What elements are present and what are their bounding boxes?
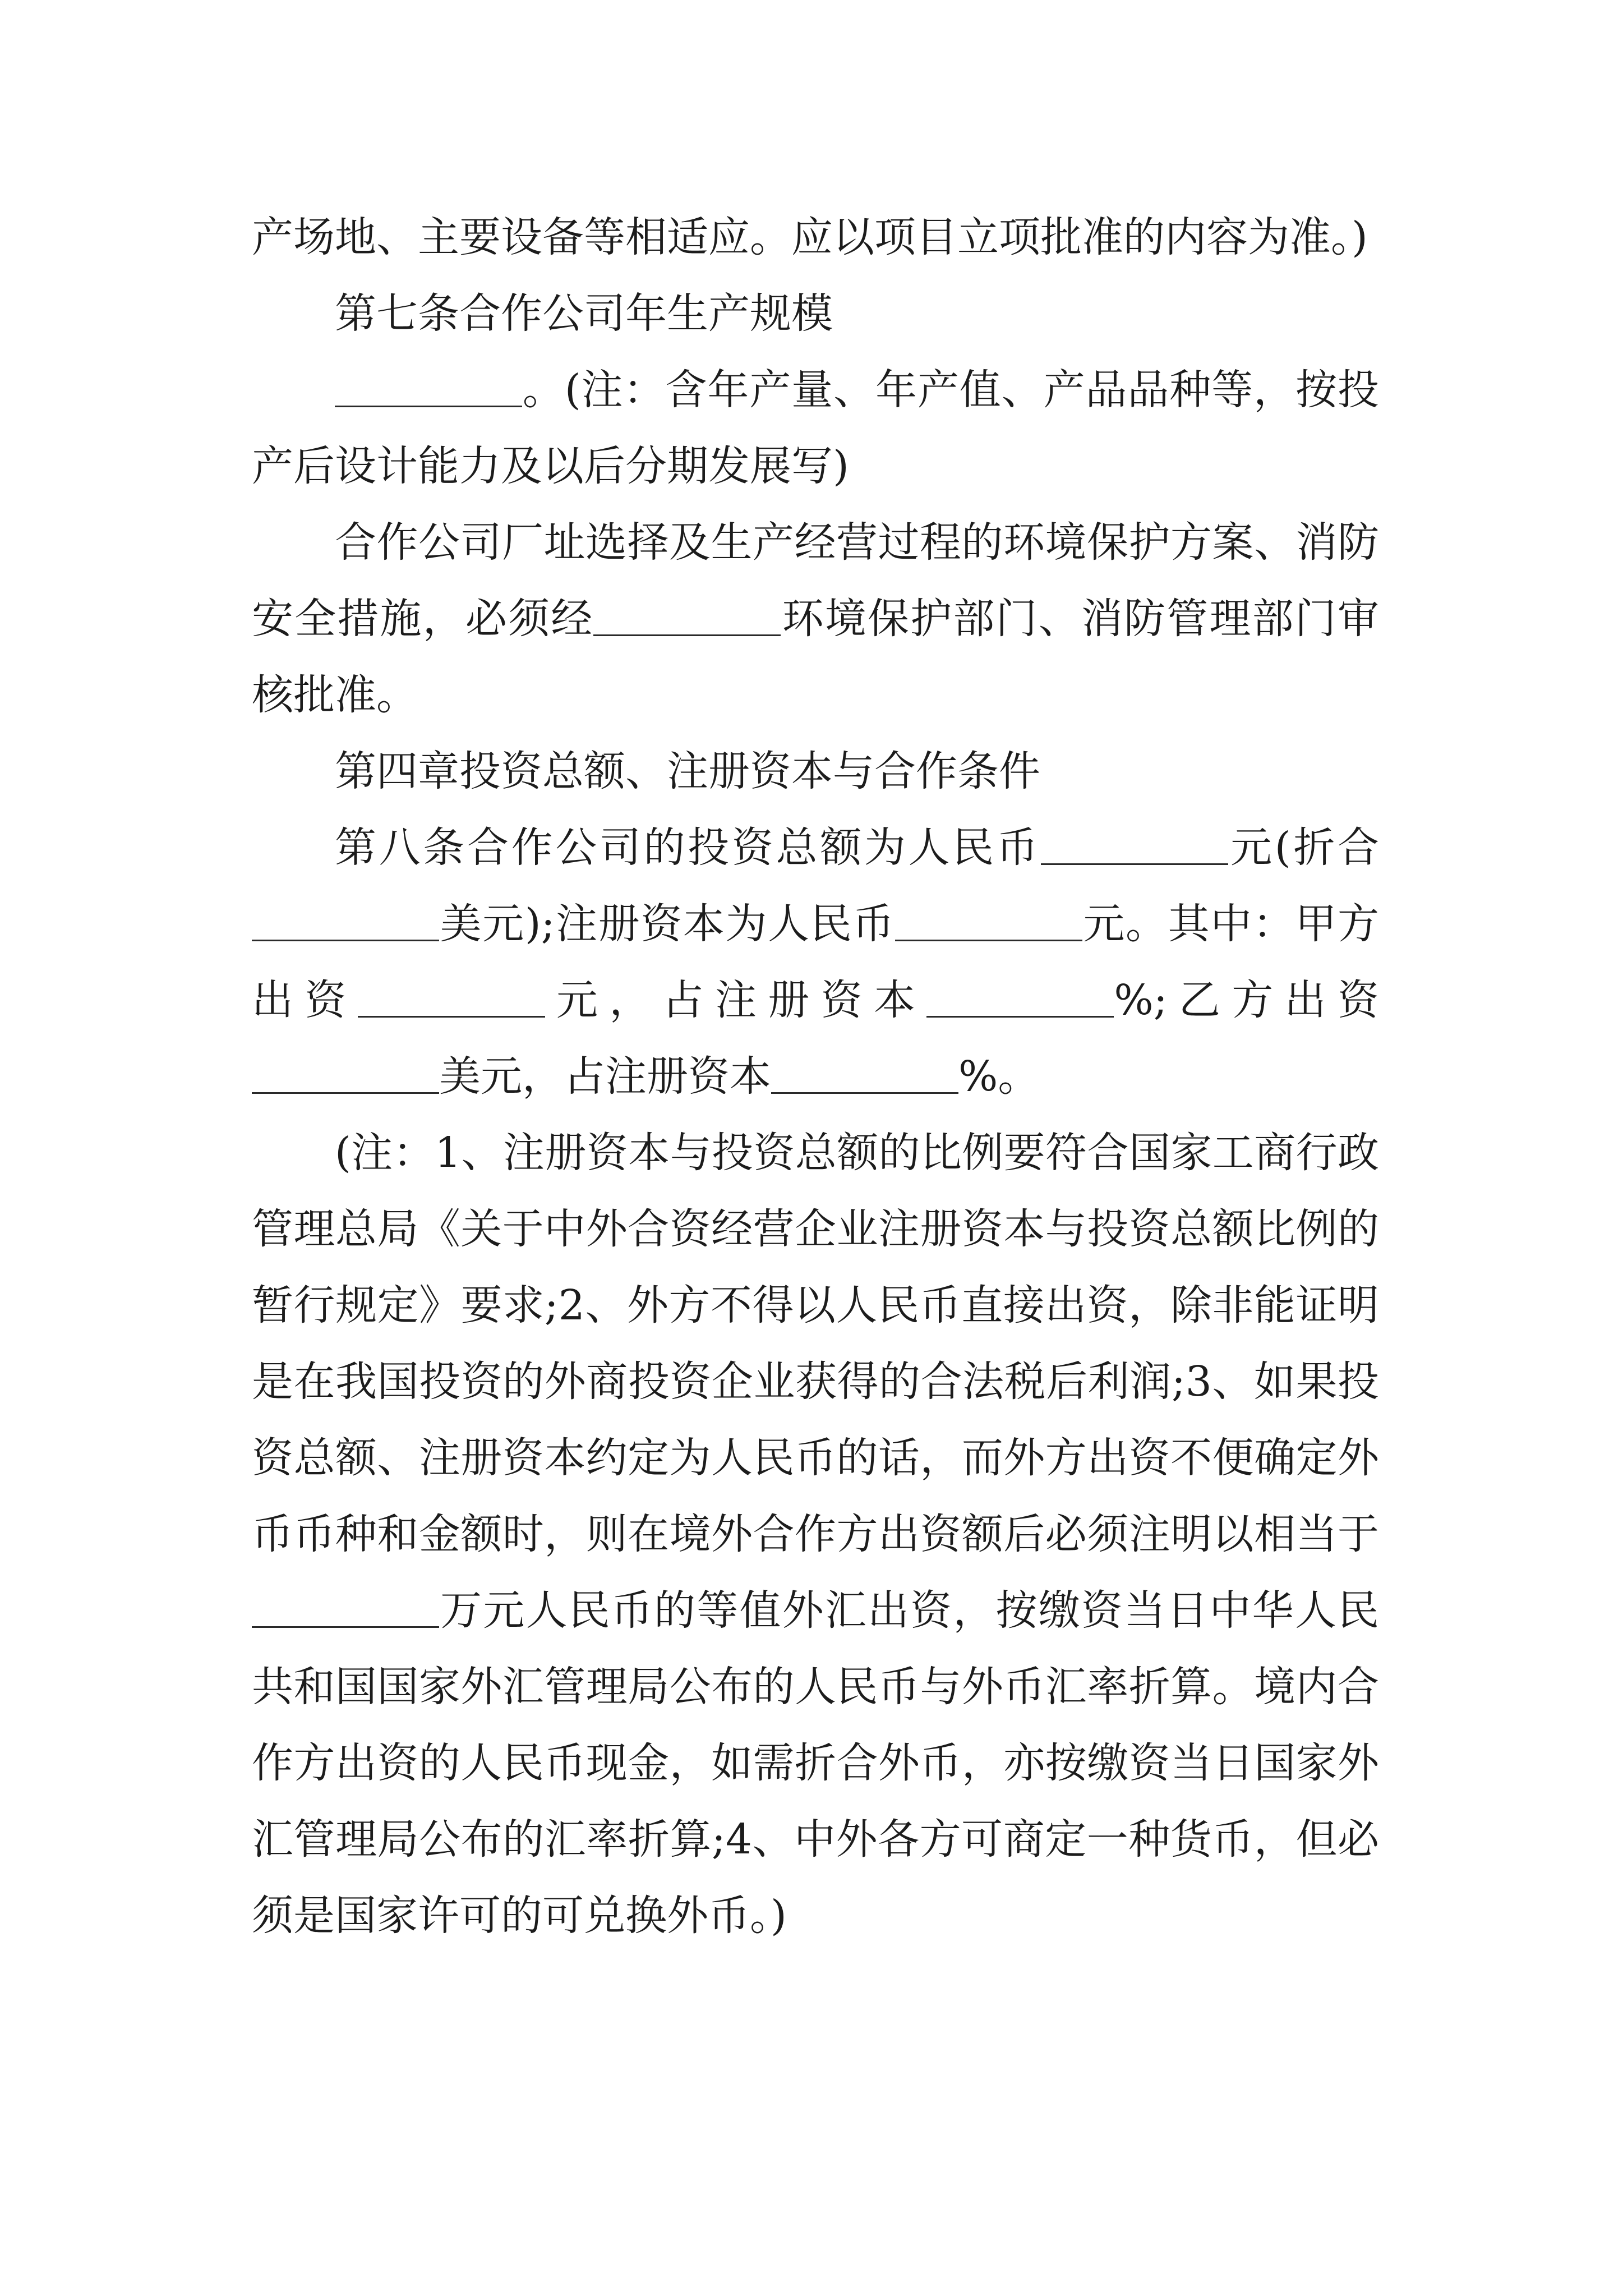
fill-in-blank[interactable] — [252, 1593, 439, 1628]
fill-in-blank[interactable] — [895, 906, 1082, 941]
fill-in-blank[interactable] — [252, 906, 439, 941]
paragraph-scope-end: 产场地、主要设备等相适应。应以项目立项批准的内容为准。) — [252, 213, 1368, 261]
fill-in-blank[interactable] — [252, 1059, 439, 1094]
fill-in-blank[interactable] — [1041, 830, 1228, 865]
fill-in-blank[interactable] — [593, 601, 781, 636]
note-paragraph: (注：1、注册资本与投资总额的比例要符合国家工商行政管理总局《关于中外合资经营企业注册资本与投资总额比例的暂行规定》要求;2、外方不得以人民币直接出资，除非能证明是在我国投资的外商投资企业获得的合法税后利润;3、如果投资总额、注册资本约定为人民币的话，而外方出资不便确定外币币种和金额时，则在境外合作方出资额后必须注明以相当于万元人民币的等值外汇出资，按缴资当日中华人民共和国国家外汇管理局公布的人民币与外币汇率折算。境内合作方出资的人民币现金，如需折合外币，亦按缴资当日国家外汇管理局公布的汇率折算;4、中外各方可商定一种货币，但必须是国家许可的可兑换外币。) — [252, 1129, 1379, 1940]
chapter-4-heading: 第四章投资总额、注册资本与合作条件 — [335, 747, 1040, 795]
article-7-heading: 第七条合作公司年生产规模 — [335, 289, 833, 338]
document-body — [252, 199, 1379, 1954]
fill-in-blank[interactable] — [926, 982, 1114, 1018]
paragraph-production-scale: 。(注：含年产量、年产值、产品品种等，按投产后设计能力及以后分期发展写) — [252, 366, 1379, 490]
fill-in-blank[interactable] — [358, 982, 545, 1018]
fill-in-blank[interactable] — [335, 372, 522, 407]
article-8-paragraph: 第八条合作公司的投资总额为人民币 元(折合美元);注册资本为人民币 元。其中：甲方出资 元，占注册资本 %;乙方出资美元，占注册资本 %。 — [252, 823, 1380, 1101]
paragraph-environment-fire-safety: 合作公司厂址选择及生产经营过程的环境保护方案、消防安全措施，必须经 环境保护部门、消防管理部门审核批准。 — [252, 518, 1380, 719]
fill-in-blank[interactable] — [771, 1059, 958, 1094]
